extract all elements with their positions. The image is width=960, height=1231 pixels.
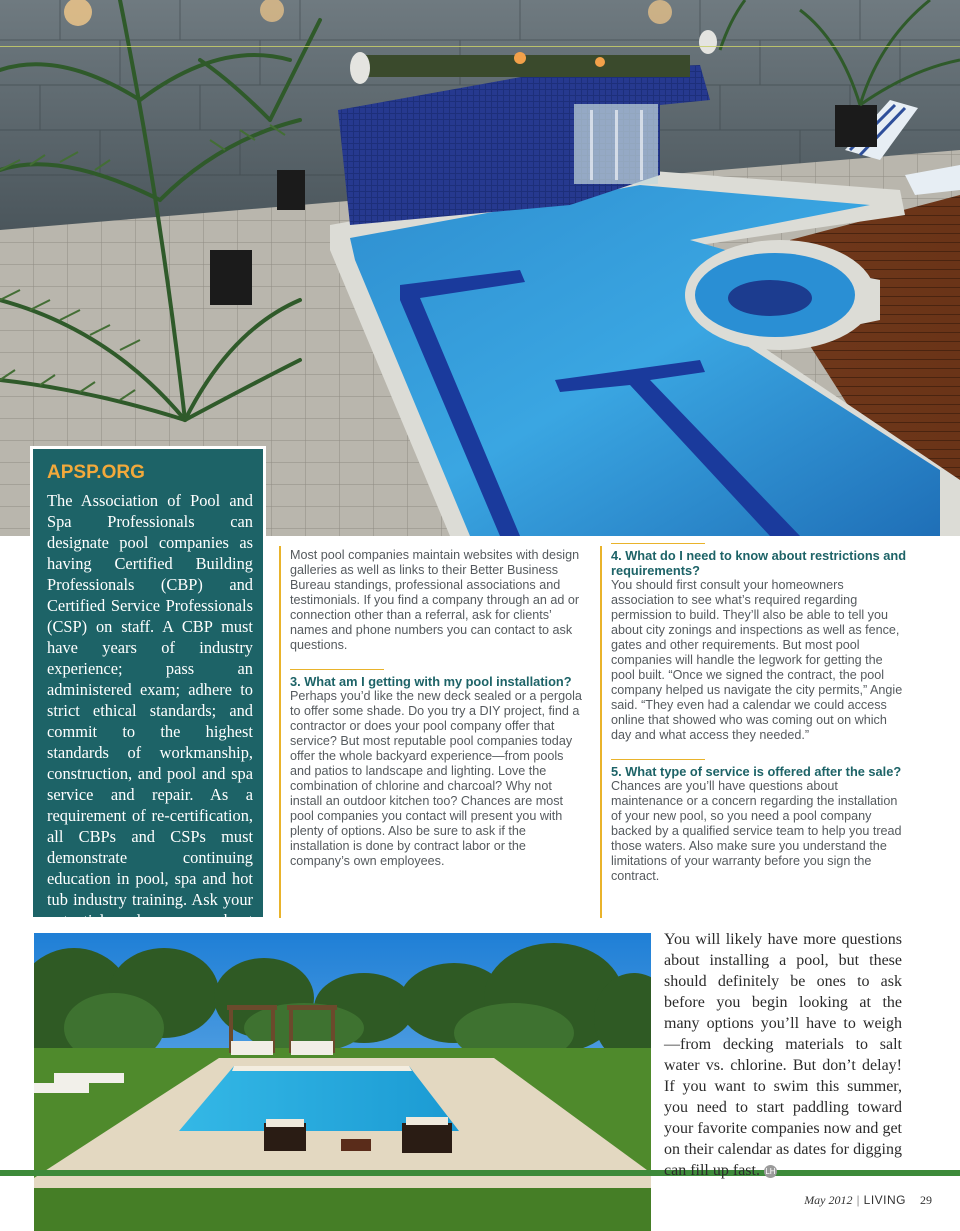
section-4-body: You should first consult your homeowners association to see what’s required regarding permission to build. They’ll also be able to tell you about city zonings and inspections as well as fence, gates and other requirements. But most pool companies will handle the legwork for getting the pool built. “Once we signed the contract, the pool company helped us navigate the city permits,” Angie said. “They even had a calendar we could access online that showed who was coming out on which day and what access they needed.” [611, 578, 903, 742]
section-rule [290, 669, 384, 670]
section-4 [611, 543, 907, 743]
footer-magazine: LIVING [863, 1193, 906, 1207]
page-footer [804, 1193, 932, 1208]
column-rule-left [279, 546, 281, 918]
section-5-heading: 5. What type of service is offered after the sale? [611, 764, 902, 779]
section-3 [290, 669, 586, 869]
section-3-body: Perhaps you’d like the new deck sealed or a pergola to offer some shade. Do you try a DIY project, find a contractor or does your pool company offer that service? But most reputable pool companies today offer the whole backyard experience—from pools and patios to landscape and lighting. Love the combination of chlorine and charcoal? Why not install an outdoor kitchen too? Chances are most pool companies you contact will present you with plenty of options. Also be sure to ask if the installation is done by contract labor or the company’s own employees. [290, 689, 582, 868]
article-column-1 [290, 548, 586, 869]
outdoor-pool-photo [34, 933, 651, 1231]
article-column-2 [611, 548, 907, 884]
sidebar-body: The Association of Pool and Spa Professionals can designate pool companies as having Certified Building Professionals (CBP) and Certified Service Professionals (CSP) on staff. A CBP must have years of industry experience; pass an administered exam; adhere to strict ethical standards; and commit to the highest standards of workmanship, construction, and pool and spa service and repair. As a requirement of re-certification, all CBPs and CSPs must demonstrate continuing education in pool, spa and hot tub industry training. Ask your potential pool company about [47, 490, 253, 930]
intro-paragraph: Most pool companies maintain websites with design galleries as well as links to their Better Business Bureau standings, professional associations and testimonials. If you find a company through an ad or connection other than a referral, ask for clients’ names and phone numbers you can contact to ask questions. [290, 548, 580, 652]
apsp-sidebar [30, 446, 266, 930]
footer-date: May 2012 [804, 1193, 853, 1207]
closing-text: You will likely have more questions about installing a pool, but these should definitely be ones to ask before you begin looking at the many options you’ll have to weigh—from decking materials to salt water vs. chlorine. But don’t delay! If you want to swim this summer, you need to start paddling toward your favorite companies now and get on their calendar as dates for digging can fill up fast. [664, 931, 902, 1179]
section-5 [611, 759, 907, 884]
column-rule-right [600, 546, 602, 918]
section-3-heading: 3. What am I getting with my pool installation? [290, 674, 572, 689]
page-number: 29 [920, 1193, 932, 1207]
closing-paragraph [664, 929, 902, 1181]
top-thin-rule [0, 46, 960, 47]
end-mark-icon: LH [765, 1167, 776, 1176]
footer-separator: | [856, 1193, 860, 1207]
section-4-heading: 4. What do I need to know about restrictions and requirements? [611, 548, 907, 578]
section-rule [611, 543, 705, 544]
section-5-body: Chances are you’ll have questions about maintenance or a concern regarding the installation of your new pool, so you need a pool company backed by a qualified service team to help you tread those waters. Also make sure you understand the limitations of your warranty before you sign the contract. [611, 779, 902, 883]
sidebar-title: APSP.ORG [47, 462, 145, 483]
section-rule [611, 759, 705, 760]
